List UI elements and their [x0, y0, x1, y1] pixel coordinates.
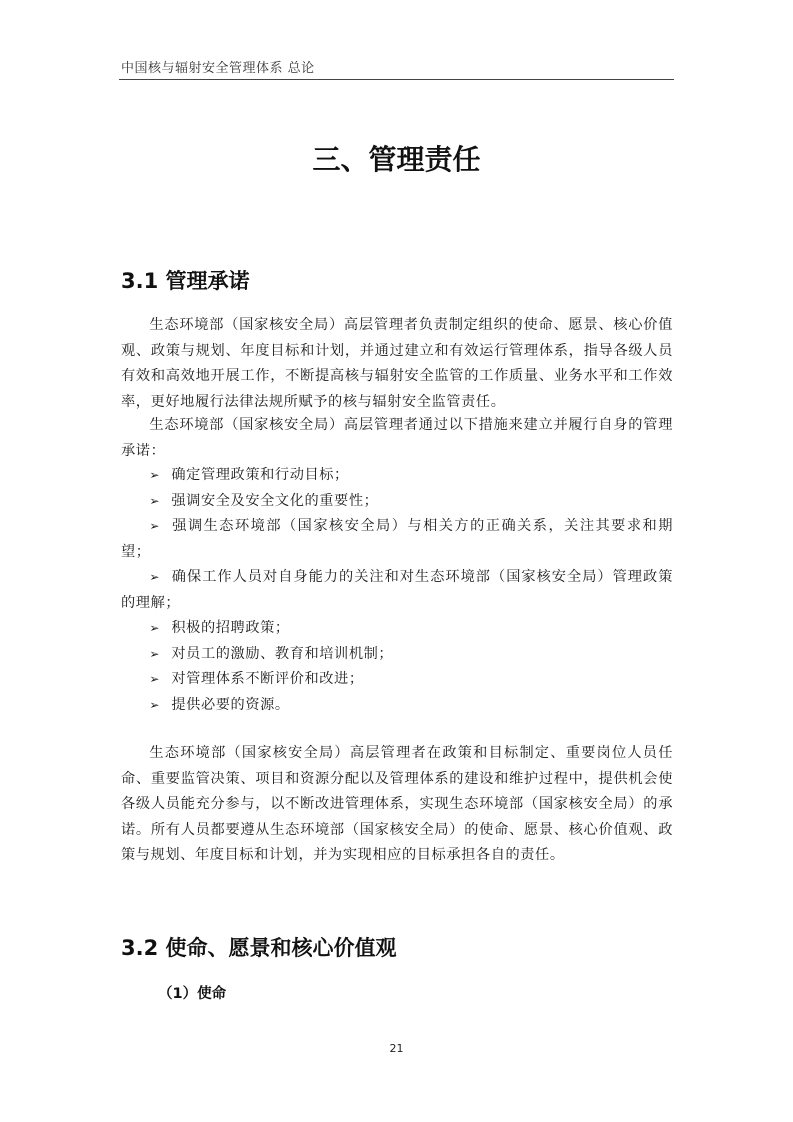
paragraph-management-commitment: 生态环境部（国家核安全局）高层管理者负责制定组织的使命、愿景、核心价值观、政策与规划、年度目标和计划，并通过建立和有效运行管理体系，指导各级人员有效和高效地开展工作，不断提高核与辐射安全监管的工作质量、业务水平和工作效率，更好地履行法律法规所赋予的核与辐射安全监管责任。: [121, 317, 673, 410]
list-item: ➢ 确保工作人员对自身能力的关注和对生态环境部（国家核安全局）管理政策的理解；: [121, 565, 673, 616]
arrowhead-bullet-icon: ➢: [149, 672, 161, 686]
arrowhead-bullet-icon: ➢: [149, 621, 161, 635]
list-item: ➢ 提供必要的资源。: [121, 693, 673, 719]
arrowhead-bullet-icon: ➢: [149, 570, 161, 584]
commitment-measures-list: [121, 463, 673, 718]
section-heading-3-1: 3.1 管理承诺: [121, 269, 250, 293]
chapter-title: 三、管理责任: [312, 143, 481, 176]
list-item: ➢ 强调生态环境部（国家核安全局）与相关方的正确关系，关注其要求和期望；: [121, 514, 673, 565]
list-item: ➢ 对管理体系不断评价和改进；: [121, 667, 673, 693]
section-heading-3-2: 3.2 使命、愿景和核心价值观: [121, 936, 397, 960]
list-item: ➢ 积极的招聘政策；: [121, 616, 673, 642]
list-item: ➢ 强调安全及安全文化的重要性；: [121, 489, 673, 515]
running-header: 中国核与辐射安全管理体系 总论: [121, 61, 315, 76]
arrowhead-bullet-icon: ➢: [149, 697, 161, 712]
list-item: ➢ 确定管理政策和行动目标；: [121, 463, 673, 489]
arrowhead-bullet-icon: ➢: [149, 646, 161, 661]
arrowhead-bullet-icon: ➢: [149, 519, 161, 533]
arrowhead-bullet-icon: ➢: [149, 468, 161, 482]
list-item: ➢ 对员工的激励、教育和培训机制；: [121, 642, 673, 668]
paragraph-staff-participation: 生态环境部（国家核安全局）高层管理者在政策和目标制定、重要岗位人员任命、重要监管决策、项目和资源分配以及管理体系的建设和维护过程中，提供机会使各级人员能充分参与，以不断改进管理体系，实现生态环境部（国家核安全局）的承诺。所有人员都要遵从生态环境部（国家核安全局）的使命、愿景、核心价值观、政策与规划、年度目标和计划，并为实现相应的目标承担各自的责任。: [121, 745, 673, 863]
page-number: 21: [389, 1042, 404, 1055]
header-divider: [119, 79, 674, 80]
paragraph-commitment-measures: 生态环境部（国家核安全局）高层管理者通过以下措施来建立并履行自身的管理承诺：: [121, 417, 673, 459]
arrowhead-bullet-icon: ➢: [149, 493, 161, 508]
subheading-mission: （1）使命: [158, 986, 227, 1002]
